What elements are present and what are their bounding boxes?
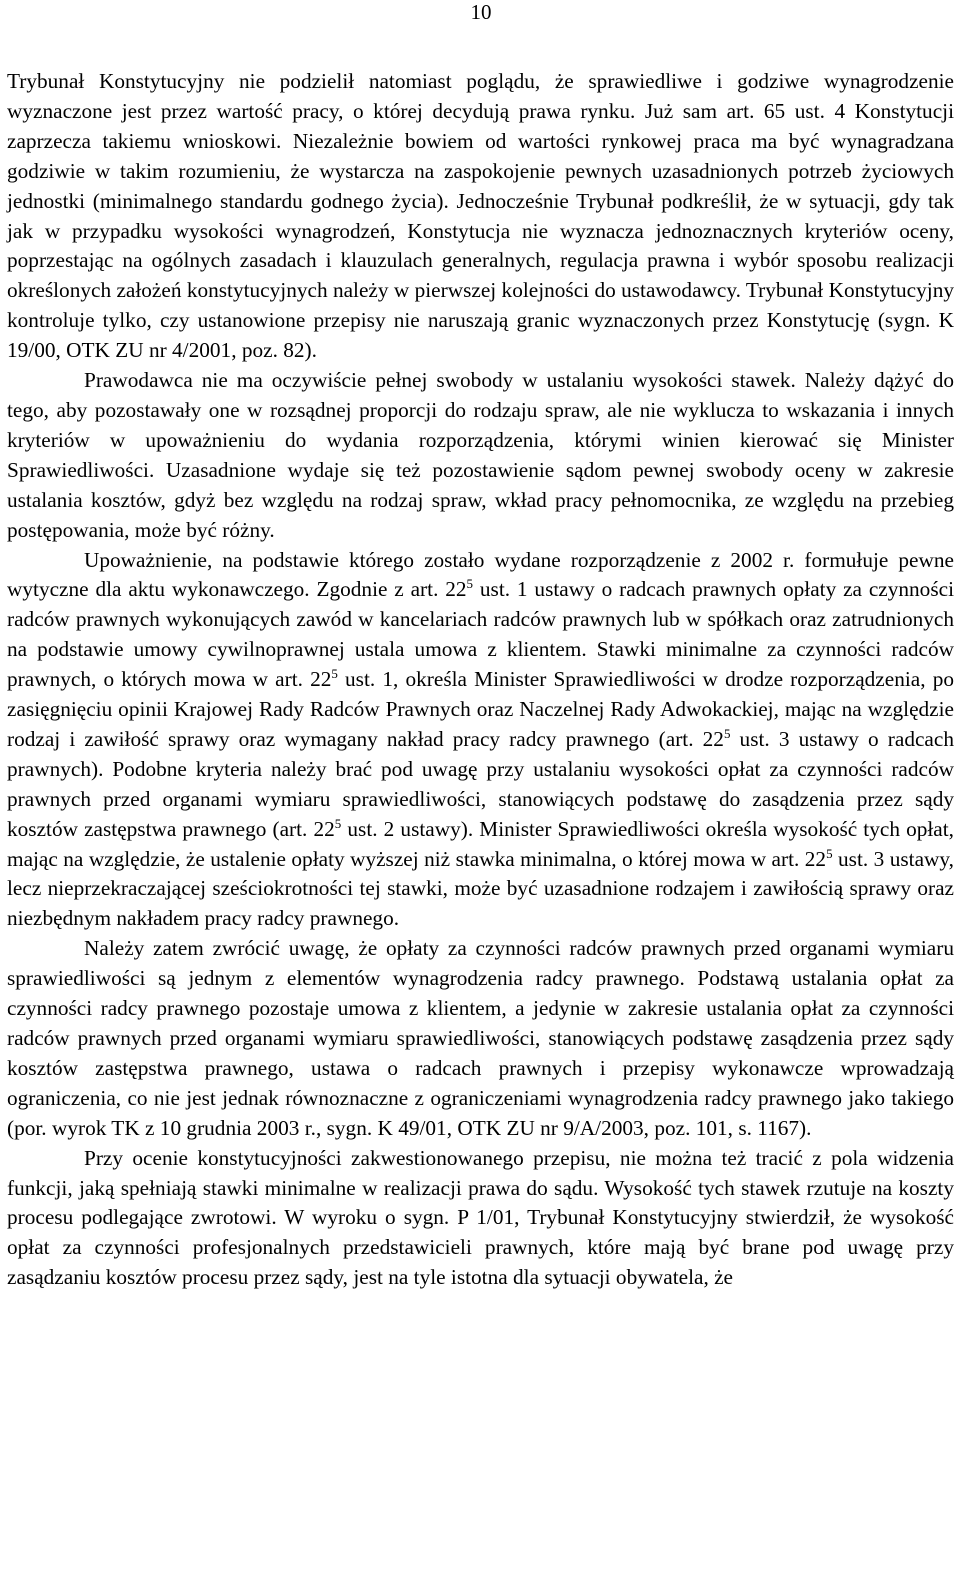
paragraph-text: ust. 1 ustawy o radcach prawnych opłaty za czynności radców prawnych wykonujących zawód w kancelariach radców prawnych lub w spółkach oraz zatrudnionych na podstawie umowy cywilnoprawnej ustala umowa z klientem. Stawki minimalne za czynności radców prawnych, o których mowa w art. 22: [7, 577, 954, 692]
paragraph-p3: [7, 546, 954, 935]
paragraph-text: Przy ocenie konstytucyjności zakwestionowanego przepisu, nie można też tracić z pola widzenia funkcji, jaką spełniają stawki minimalne w realizacji prawa do sądu. Wysokość tych stawek rzutuje na koszty procesu podlegające zwrotowi. W wyroku o sygn. P 1/01, Trybunał Konstytucyjny stwierdził, że wysokość opłat za czynności profesjonalnych przedstawicieli prawnych, które mają być brane pod uwagę przy zasądzaniu kosztów procesu przez sądy, jest na tyle istotna dla sytuacji obywatela, że: [7, 1145, 954, 1290]
paragraph-text: ust. 1, określa Minister Sprawiedliwości w drodze rozporządzenia, po zasięgnięciu opinii Krajowej Rady Radców Prawnych oraz Naczelnej Rady Adwokackiej, mając na względzie rodzaj i zawiłość sprawy oraz wymagany nakład pracy radcy prawnego (art. 22: [7, 667, 954, 751]
paragraph-p5: [7, 1144, 954, 1294]
paragraph-text: ust. 3 ustawy o radcach prawnych). Podobne kryteria należy brać pod uwagę przy ustalaniu wysokości opłat za czynności radców prawnych przed organami wymiaru sprawiedliwości, stanowiących podstawę do zasądzenia przez sądy kosztów zastępstwa prawnego (art. 22: [7, 726, 954, 841]
paragraph-p1: [7, 67, 954, 366]
superscript: 5: [334, 815, 342, 831]
paragraph-text: Trybunał Konstytucyjny nie podzielił natomiast poglądu, że sprawiedliwe i godziwe wynagrodzenie wyznaczone jest przez wartość pracy, o której decydują prawa rynku. Już sam art. 65 ust. 4 Konstytucji zaprzecza takiemu wnioskowi. Niezależnie bowiem od wartości rynkowej praca ma być wynagradzana godziwie w takim rozumieniu, że wystarcza na zaspokojenie pewnych uzasadnionych potrzeb życiowych jednostki (minimalnego standardu godnego życia). Jednocześnie Trybunał podkreślił, że w sytuacji, gdy tak jak w przypadku wysokości wynagrodzeń, Konstytucja nie wyznacza jednoznacznych kryteriów oceny, poprzestając na ogólnych zasadach i klauzulach generalnych, regulacja prawna i wybór sposobu realizacji określonych założeń konstytucyjnych należy w pierwszej kolejności do ustawodawcy. Trybunał Konstytucyjny kontroluje tylko, czy ustanowione przepisy nie naruszają granic wyznaczonych przez Konstytucję (sygn. K 19/00, OTK ZU nr 4/2001, poz. 82).: [7, 69, 954, 363]
document-body: [7, 67, 954, 1293]
superscript: 5: [331, 666, 338, 682]
superscript: 5: [826, 845, 833, 861]
page-number: 10: [470, 0, 492, 24]
paragraph-text: ust. 3 ustawy, lecz nieprzekraczającej sześciokrotności tej stawki, może być uzasadnione rodzajem i zawiłością sprawy oraz niezbędnym nakładem pracy radcy prawnego.: [7, 846, 954, 931]
paragraph-p2: [7, 366, 954, 545]
paragraph-p4: [7, 934, 954, 1143]
superscript: 5: [466, 576, 474, 592]
paragraph-text: Prawodawca nie ma oczywiście pełnej swobody w ustalaniu wysokości stawek. Należy dążyć do tego, aby pozostawały one w rozsądnej proporcji do rodzaju spraw, ale nie wyklucza to wskazania i innych kryteriów w upoważnieniu do wydania rozporządzenia, którymi winien kierować się Minister Sprawiedliwości. Uzasadnione wydaje się też pozostawienie sądom pewnej swobody oceny w zakresie ustalania kosztów, gdyż bez względu na rodzaj spraw, wkład pracy pełnomocnika, ze względu na przebieg postępowania, może być różny.: [7, 368, 954, 542]
paragraph-text: Należy zatem zwrócić uwagę, że opłaty za czynności radców prawnych przed organami wymiaru sprawiedliwości są jednym z elementów wynagrodzenia radcy prawnego. Podstawą ustalania opłat za czynności radcy prawnego pozostaje umowa z klientem, a jedynie w zakresie ustalania opłat za czynności radców prawnych przed organami wymiaru sprawiedliwości, stanowiących podstawę zasądzenia przez sądy kosztów zastępstwa prawnego, ustawa o radcach prawnych i przepisy wykonawcze wprowadzają ograniczenia, co nie jest jednak równoznaczne z ograniczeniami wynagrodzenia radcy prawnego jako takiego (por. wyrok TK z 10 grudnia 2003 r., sygn. K 49/01, OTK ZU nr 9/A/2003, poz. 101, s. 1167).: [7, 936, 954, 1140]
paragraph-text: Upoważnienie, na podstawie którego zostało wydane rozporządzenie z 2002 r. formułuje pewne wytyczne dla aktu wykonawczego. Zgodnie z art. 22: [7, 547, 954, 602]
paragraph-text: ust. 2 ustawy). Minister Sprawiedliwości określa wysokość tych opłat, mając na względzie, że ustalenie opłaty wyższej niż stawka minimalna, o której mowa w art. 22: [7, 816, 954, 871]
superscript: 5: [723, 726, 731, 742]
